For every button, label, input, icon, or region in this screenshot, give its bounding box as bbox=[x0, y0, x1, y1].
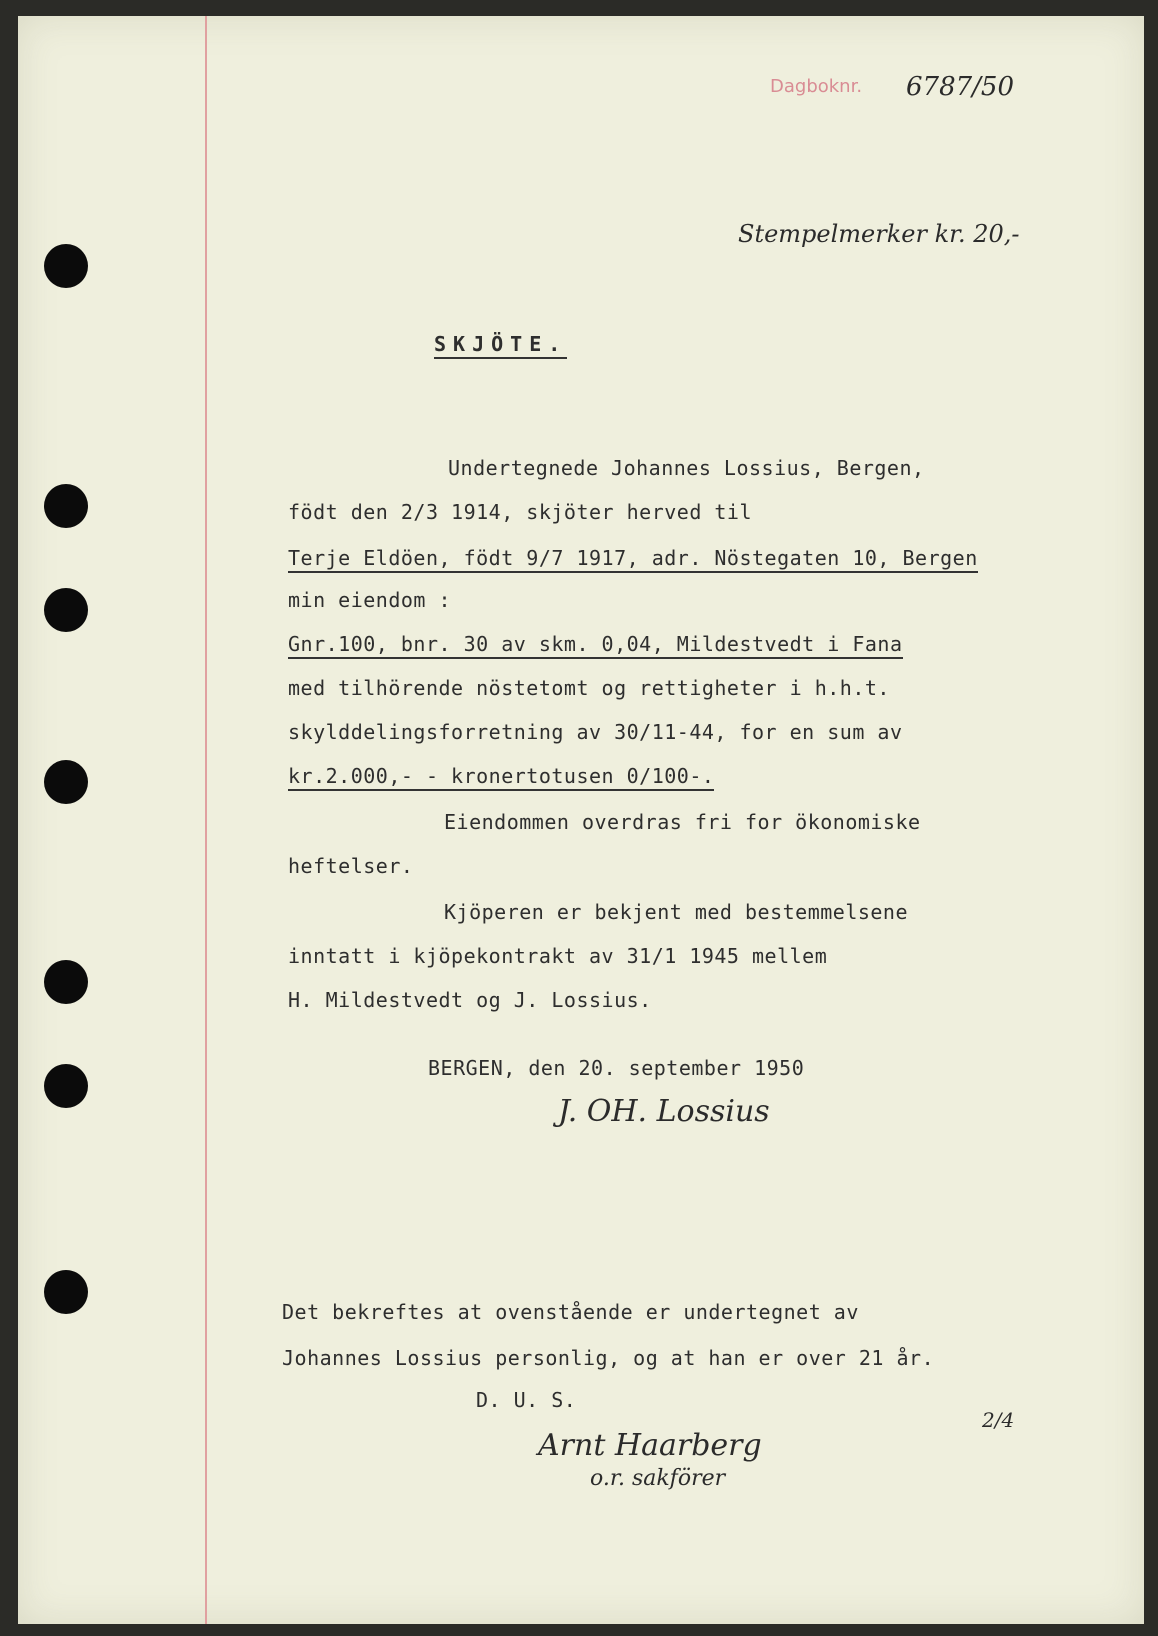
text-line: inntatt i kjöpekontrakt av 31/1 1945 mellem bbox=[288, 944, 828, 968]
text-line: Kjöperen er bekjent med bestemmelsene bbox=[444, 900, 909, 924]
text-line: Terje Eldöen, födt 9/7 1917, adr. Nöstegaten 10, Bergen bbox=[288, 546, 978, 573]
punch-hole bbox=[44, 1270, 88, 1314]
journal-stamp-label: Dagboknr. bbox=[770, 76, 863, 97]
text-line: Eiendommen overdras fri for ökonomiske bbox=[444, 810, 921, 834]
margin-line bbox=[205, 16, 207, 1624]
signature-seller: J. OH. Lossius bbox=[558, 1094, 770, 1129]
document-page bbox=[18, 16, 1144, 1624]
text-line: med tilhörende nöstetomt og rettigheter i h.h.t. bbox=[288, 676, 890, 700]
place-date: BERGEN, den 20. september 1950 bbox=[428, 1056, 805, 1080]
punch-hole bbox=[44, 588, 88, 632]
text-line: Gnr.100, bnr. 30 av skm. 0,04, Mildestvedt i Fana bbox=[288, 632, 903, 659]
punch-hole bbox=[44, 960, 88, 1004]
attestation-line: Johannes Lossius personlig, og at han er over 21 år. bbox=[282, 1346, 935, 1370]
text-line: heftelser. bbox=[288, 854, 414, 878]
stamp-duty-note: Stempelmerker kr. 20,- bbox=[738, 220, 1020, 248]
punch-hole bbox=[44, 1064, 88, 1108]
punch-hole bbox=[44, 244, 88, 288]
text-line: födt den 2/3 1914, skjöter herved til bbox=[288, 500, 753, 524]
dus-marker: D. U. S. bbox=[476, 1388, 577, 1412]
text-line: Undertegnede Johannes Lossius, Bergen, bbox=[448, 456, 925, 480]
text-line: H. Mildestvedt og J. Lossius. bbox=[288, 988, 652, 1012]
attestation-line: Det bekreftes at ovenstående er undertegnet av bbox=[282, 1300, 859, 1324]
punch-hole bbox=[44, 484, 88, 528]
journal-number: 6787/50 bbox=[906, 72, 1015, 102]
signature-witness: Arnt Haarberg bbox=[538, 1428, 762, 1463]
text-line: min eiendom : bbox=[288, 588, 452, 612]
punch-hole bbox=[44, 760, 88, 804]
witness-title: o.r. sakförer bbox=[590, 1466, 726, 1491]
text-line: skylddelingsforretning av 30/11-44, for en sum av bbox=[288, 720, 903, 744]
corner-mark: 2/4 bbox=[982, 1408, 1015, 1432]
document-title: SKJÖTE. bbox=[434, 332, 567, 359]
text-line: kr.2.000,- - kronertotusen 0/100-. bbox=[288, 764, 714, 791]
